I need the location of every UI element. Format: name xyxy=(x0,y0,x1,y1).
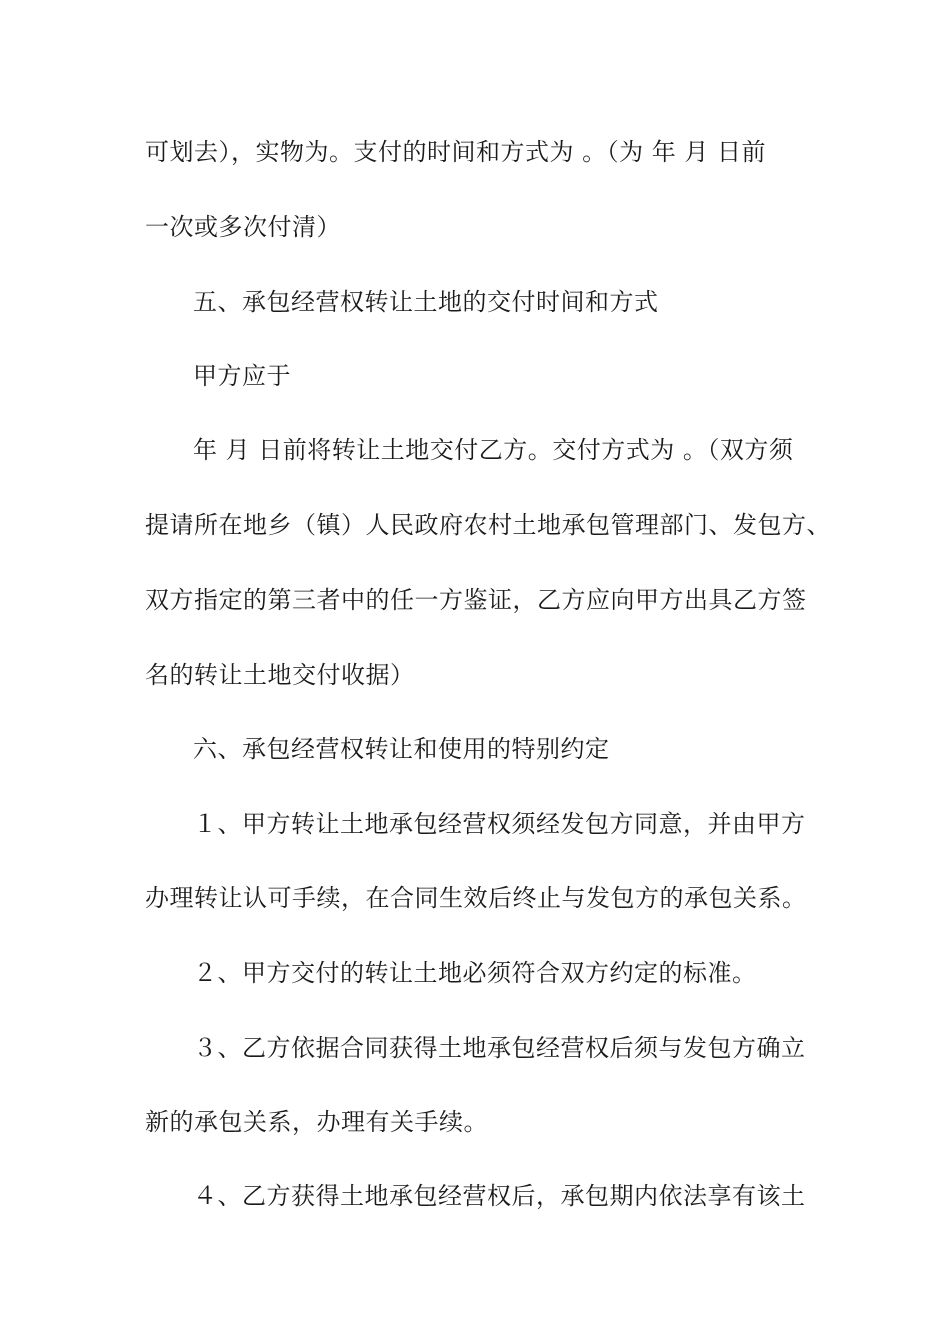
text-line: 双方指定的第三者中的任一方鉴证，乙方应向甲方出具乙方签 xyxy=(145,586,807,614)
text-line: 新的承包关系，办理有关手续。 xyxy=(145,1108,488,1136)
text-line: 提请所在地乡（镇）人民政府农村土地承包管理部门、发包方、 xyxy=(145,511,831,539)
text-line: 甲方应于 xyxy=(193,362,291,390)
section-heading: 六、承包经营权转让和使用的特别约定 xyxy=(193,735,610,763)
list-item: ２、甲方交付的转让土地必须符合双方约定的标准。 xyxy=(193,959,757,987)
text-line: 办理转让认可手续，在合同生效后终止与发包方的承包关系。 xyxy=(145,884,807,912)
text-line: 可划去），实物为。支付的时间和方式为 。（为 年 月 日前 xyxy=(145,138,767,166)
list-item: ４、乙方获得土地承包经营权后，承包期内依法享有该土 xyxy=(193,1182,806,1210)
text-line: 一次或多次付清） xyxy=(145,213,341,241)
list-item: ３、乙方依据合同获得土地承包经营权后须与发包方确立 xyxy=(193,1034,806,1062)
text-line: 年 月 日前将转让土地交付乙方。交付方式为 。（双方须 xyxy=(193,436,794,464)
list-item: １、甲方转让土地承包经营权须经发包方同意，并由甲方 xyxy=(193,810,806,838)
text-line: 名的转让土地交付收据） xyxy=(145,661,415,689)
section-heading: 五、承包经营权转让土地的交付时间和方式 xyxy=(193,288,659,316)
